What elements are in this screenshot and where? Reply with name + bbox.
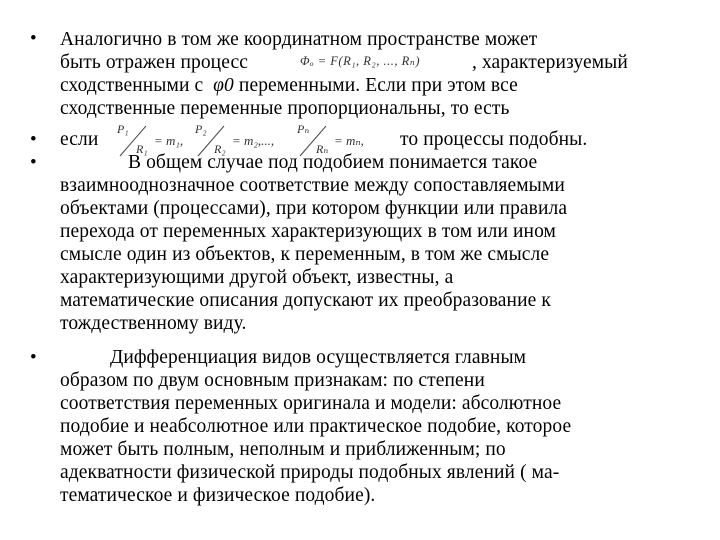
fraction-numerator: P₂ xyxy=(195,122,207,136)
fraction-denominator: R₁ xyxy=(136,142,148,156)
text-line-17: подобие и неабсолютное или практическое подобие, которое xyxy=(60,416,572,437)
text-line-3 xyxy=(60,74,518,97)
text-line-15: образом по двум основным признакам: по степени xyxy=(60,370,485,391)
text-line-1: Аналогично в том же координатном пространстве может xyxy=(60,29,538,50)
process-formula: Φₒ = F(R₁, R₂, ..., Rₙ) xyxy=(300,54,421,68)
text-line-19: адекватности физической природы подобных явлений ( ма- xyxy=(60,462,560,483)
text-line-2a: быть отражен процесс xyxy=(60,52,248,73)
text-line-12: математические описания допускают их преобразование к xyxy=(60,290,551,311)
text-line-20: тематическое и физическое подобие). xyxy=(60,485,376,506)
text-line-6: В общем случае под подобием понимается такое xyxy=(128,152,538,173)
fraction-denominator: Rₙ xyxy=(316,142,329,156)
text-line-2 xyxy=(60,51,248,74)
text-line-18: может быть полным, неполным и приближенным; по xyxy=(60,439,506,460)
text-line-8: объектами (процессами), при котором функции или правила xyxy=(60,198,568,219)
bullet-4: • xyxy=(30,347,37,368)
text-line-2b: , характеризуемый xyxy=(472,52,628,73)
text-line-13: тождественному виду. xyxy=(60,313,247,334)
text-line-4: сходственные переменные пропорциональны, то есть xyxy=(60,98,510,119)
text-line-3b: переменными. Если при этом все xyxy=(238,75,518,96)
fraction-numerator: P₁ xyxy=(117,122,129,136)
text-line-14: Дифференциация видов осуществляется главным xyxy=(110,347,527,368)
fraction-rhs: = m₂,..., xyxy=(232,133,275,148)
text-line-10: смысле один из объектов, к переменным, в том же смысле xyxy=(60,244,550,265)
text-line-5b: то процессы подобны. xyxy=(400,129,588,150)
fraction-denominator: R₂ xyxy=(214,142,226,156)
text-line-9: перехода от переменных характеризующих в том или ином xyxy=(60,221,556,242)
bullet-2: • xyxy=(30,129,37,150)
text-line-5a: если xyxy=(60,129,99,150)
bullet-1: • xyxy=(30,28,37,49)
phi-symbol: φ0 xyxy=(213,75,234,96)
fraction-rhs: = mₙ, xyxy=(334,133,364,148)
fraction-numerator: Pₙ xyxy=(297,122,310,136)
text-line-16: соответствия переменных оригинала и модели: абсолютное xyxy=(60,393,562,414)
fraction-rhs: = m₁, xyxy=(154,133,184,148)
text-line-3a: сходственными с xyxy=(60,75,204,96)
text-line-7: взаимнооднозначное соответствие между сопоставляемыми xyxy=(60,175,565,196)
text-line-11: характеризующими другой объект, известны, а xyxy=(60,267,454,288)
bullet-3: • xyxy=(30,152,37,173)
